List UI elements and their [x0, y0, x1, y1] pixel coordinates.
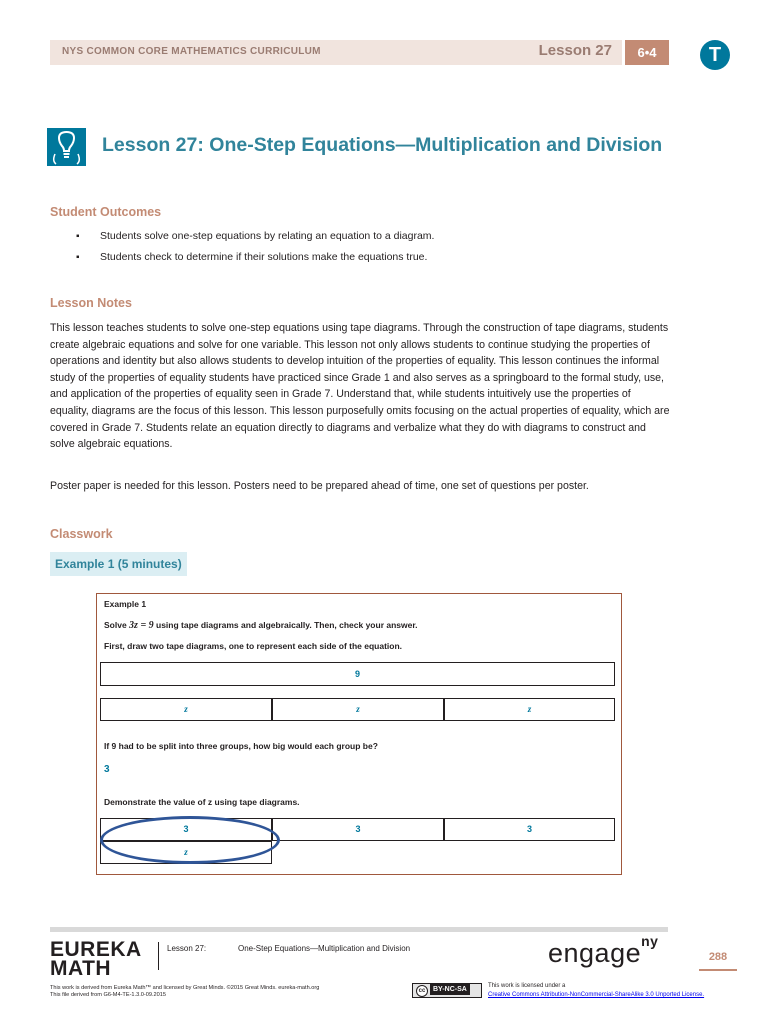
example-instruction	[104, 620, 418, 631]
license-link[interactable]: Creative Commons Attribution-NonCommercial-ShareAlike 3.0 Unported License.	[488, 992, 705, 998]
cc-icon: cc	[416, 985, 428, 997]
cc-label: BY-NC-SA	[430, 984, 470, 995]
highlight-oval	[100, 816, 280, 864]
outcome-item: ▪ Students check to determine if their solutions make the equations true.	[76, 247, 434, 268]
example-demonstrate: Demonstrate the value of z using tape diagrams.	[104, 797, 300, 807]
cc-license-badge	[412, 983, 482, 998]
page-number: 288	[699, 951, 737, 971]
lesson-notes-heading: Lesson Notes	[50, 296, 132, 310]
value-part: 3	[272, 818, 444, 841]
value-label: z	[100, 841, 272, 864]
example-tab: Example 1 (5 minutes)	[50, 552, 187, 576]
tape-part: z	[272, 698, 444, 721]
instruction-prefix: Solve	[104, 620, 130, 630]
value-part: 3	[100, 818, 272, 841]
equation: 3z = 9	[129, 620, 154, 631]
tape-part: z	[444, 698, 615, 721]
example-answer: 3	[104, 764, 110, 775]
outcome-item: ▪ Students solve one-step equations by relating an equation to a diagram.	[76, 226, 434, 247]
header-bar	[50, 40, 622, 65]
footer-title: One-Step Equations—Multiplication and Division	[238, 944, 411, 953]
lesson-notes-paragraph: This lesson teaches students to solve one-step equations using tape diagrams. Through the construction of tape diagrams, students create algebraic equations and solve for one variable. This lesson not only allows students to continue studying the properties of operations and identity but also allows students to develop intuition of the properties of equality. This lesson continues the informal study of the properties of equality students have practiced since Grade 1 and also serves as a springboard to the formal study, use, and application of the properties of equality seen in Grade 7. Understand that, while students intuitively use the properties of equality, diagrams are the focus of this lesson. This lesson purposefully omits focusing on the actual properties of equality, which are covered in Grade 7. Students relate an equation directly to diagrams and verbalize what they do with diagrams to construct and solve algebraic equations.	[50, 322, 670, 451]
license-line: This work is licensed under a	[488, 983, 566, 989]
header-lesson-label: Lesson 27	[538, 42, 612, 59]
module-badge: 6•4	[625, 40, 669, 65]
license-notice	[488, 982, 704, 1000]
classwork-heading: Classwork	[50, 527, 113, 541]
brand-text: engage	[548, 938, 642, 968]
example-title: Example 1	[104, 599, 147, 609]
lightbulb-icon	[47, 128, 86, 166]
example-question: If 9 had to be split into three groups, how big would each group be?	[104, 741, 378, 751]
derived-notice	[50, 985, 319, 999]
value-part: 3	[444, 818, 615, 841]
poster-paragraph: Poster paper is needed for this lesson. Posters need to be prepared ahead of time, one set of questions per poster.	[50, 480, 589, 492]
eureka-math-logo: EUREKA MATH	[50, 938, 142, 980]
engageny-logo	[548, 933, 659, 969]
brand-sup: ny	[641, 933, 659, 949]
page-title: Lesson 27: One-Step Equations—Multiplication and Division	[102, 134, 663, 156]
outcomes-list	[76, 226, 434, 268]
teacher-badge: T	[700, 40, 730, 70]
footer-lesson: Lesson 27:	[167, 944, 207, 953]
curriculum-label: NYS COMMON CORE MATHEMATICS CURRICULUM	[62, 46, 321, 57]
student-outcomes-heading: Student Outcomes	[50, 205, 162, 219]
instruction-suffix: using tape diagrams and algebraically. Then, check your answer.	[153, 620, 418, 630]
derived-line-2: This file derived from G6-M4-TE-1.3.0-09.2015	[50, 992, 166, 998]
footer-rule	[50, 927, 668, 932]
derived-line-1: This work is derived from Eureka Math™ and licensed by Great Minds. ©2015 Great Minds. eureka-math.org	[50, 985, 320, 991]
tape-total: 9	[100, 662, 615, 686]
tape-part: z	[100, 698, 272, 721]
example-first-step: First, draw two tape diagrams, one to represent each side of the equation.	[104, 641, 403, 651]
footer-divider	[158, 942, 159, 970]
